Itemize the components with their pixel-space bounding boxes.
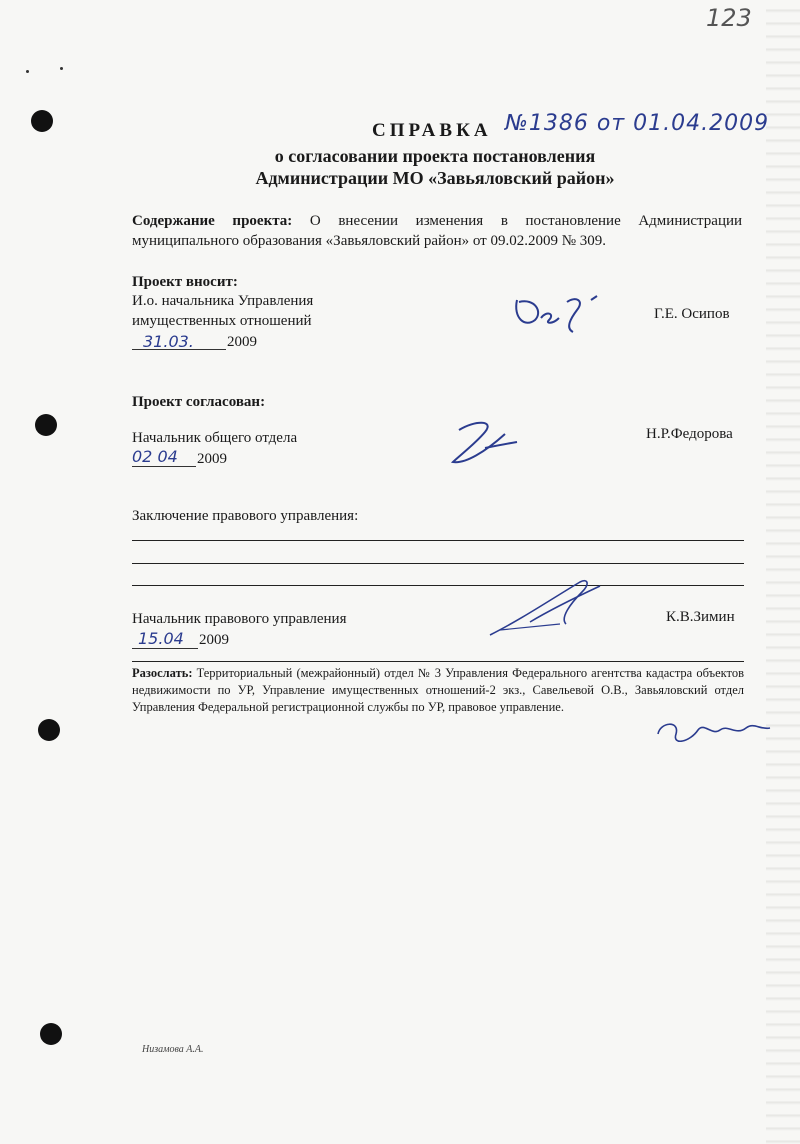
signature-zimin (470, 570, 620, 650)
handwritten-reg-number: №1386 от 01.04.2009 (505, 111, 770, 136)
project-content (132, 211, 742, 251)
submitter-date-handwritten: 31.03. (143, 332, 194, 351)
submitter-year: 2009 (227, 334, 257, 350)
punch-hole (38, 719, 60, 741)
approval-year: 2009 (197, 451, 227, 467)
approval-name: Н.Р.Федорова (646, 426, 733, 442)
punch-hole (40, 1023, 62, 1045)
legal-position: Начальник правового управления (132, 611, 347, 627)
submitter-heading: Проект вносит: (132, 274, 238, 290)
legal-heading: Заключение правового управления: (132, 508, 359, 524)
project-content-label: Содержание проекта: (132, 213, 293, 229)
legal-date-handwritten: 15.04 (138, 629, 184, 648)
page-number-handwritten: 123 (706, 4, 752, 32)
title-line-1: о согласовании проекта постановления (274, 146, 596, 166)
submitter-position-1: И.о. начальника Управления (132, 293, 314, 309)
submitter-name: Г.Е. Осипов (654, 306, 730, 322)
approval-heading: Проект согласован: (132, 394, 266, 410)
approval-position: Начальник общего отдела (132, 430, 298, 446)
punch-hole (31, 110, 53, 132)
date-underline (132, 466, 196, 467)
executor-name: Низамова А.А. (142, 1044, 204, 1055)
conclusion-line-3 (132, 585, 744, 586)
signature-fedorova (445, 412, 535, 472)
signature-receipt (650, 712, 780, 750)
punch-hole (35, 414, 57, 436)
project-content-text: О внесении изменения в постановление Администрации муниципального образования «Завьяловский район» от 09.02.2009 № 309. (132, 213, 743, 249)
conclusion-line-1 (132, 540, 744, 541)
distribution-text: Территориальный (межрайонный) отдел № 3 Управления Федерального агентства кадастра объектов недвижимости по УР, Управление имущественных отношений-2 экз., Савельевой О.В., Завьяловский отдел Управления Федеральной регистрационной службы по УР, правовое управление. (132, 666, 744, 714)
distribution-label: Разослать: (132, 666, 193, 680)
legal-name: К.В.Зимин (666, 609, 735, 625)
approval-date-handwritten: 02 04 (132, 447, 178, 466)
scan-speck (60, 67, 63, 70)
legal-year: 2009 (199, 632, 229, 648)
date-underline (132, 648, 198, 649)
document-title (372, 120, 492, 142)
signature-osipov (505, 288, 615, 338)
title-word: СПРАВКА (372, 120, 492, 141)
conclusion-line-2 (132, 563, 744, 564)
submitter-position-2: имущественных отношений (132, 313, 312, 329)
distribution (132, 665, 744, 716)
scan-speck (26, 70, 29, 73)
title-line-2: Администрации МО «Завьяловский район» (255, 168, 615, 188)
distribution-divider (132, 661, 744, 662)
